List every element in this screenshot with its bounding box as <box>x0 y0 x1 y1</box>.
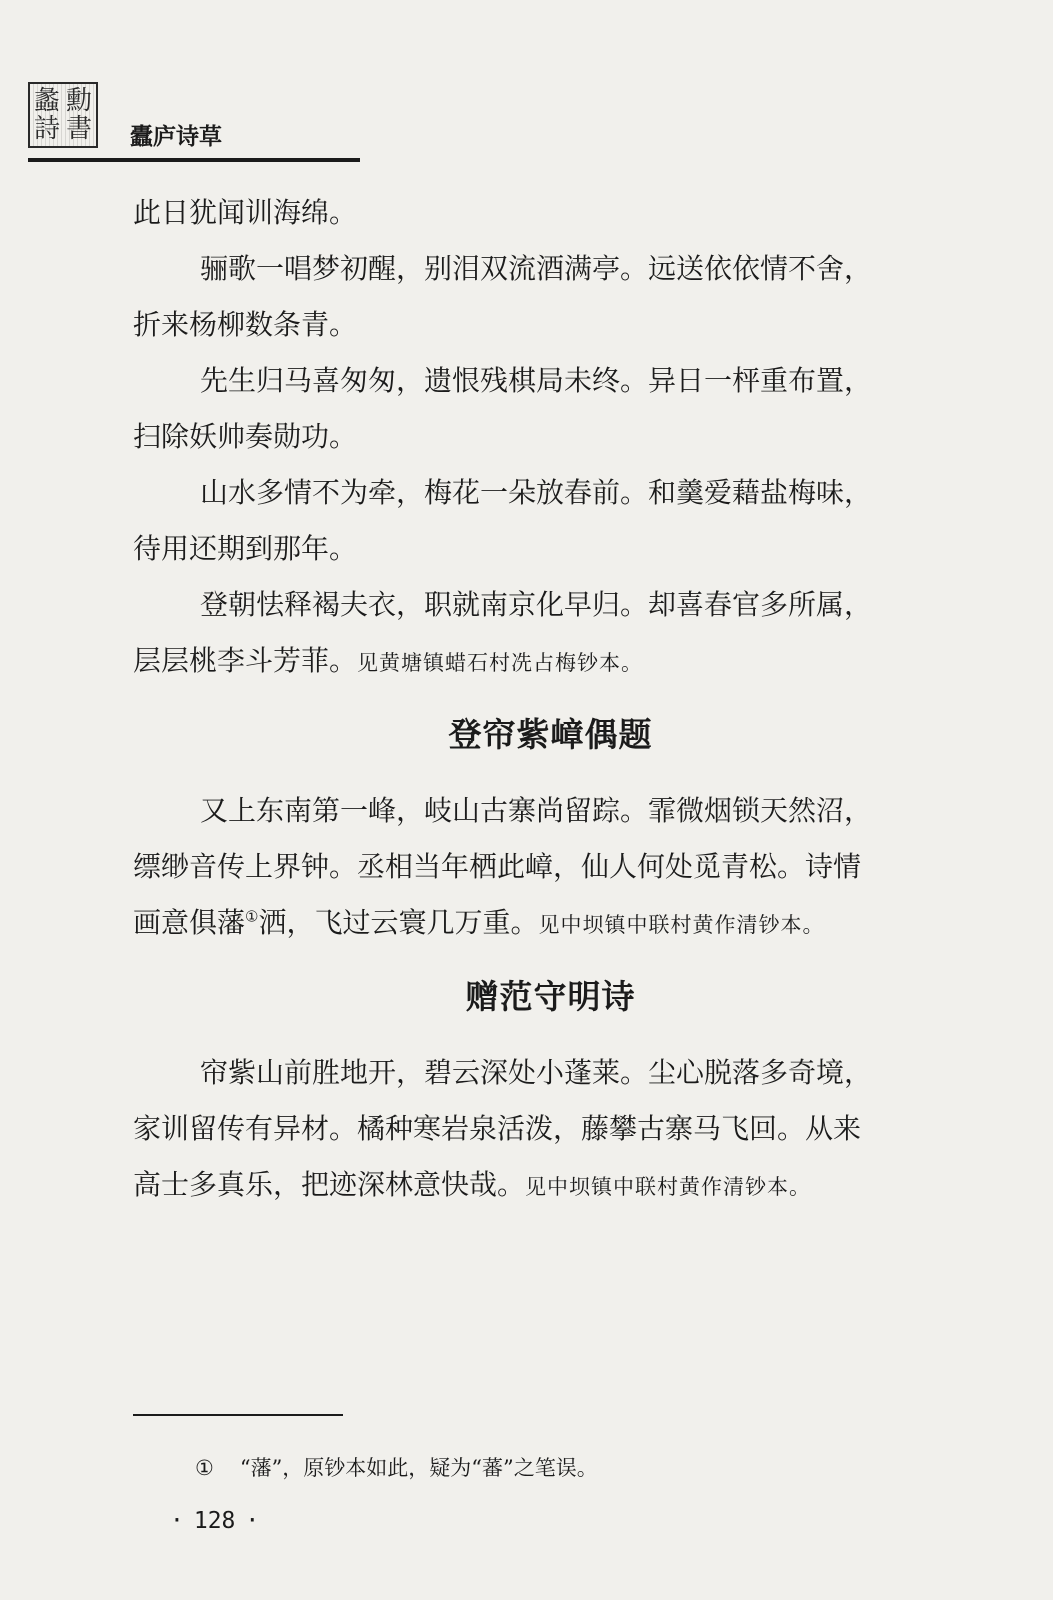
seal-logo <box>28 82 98 148</box>
header-rule <box>28 158 360 162</box>
poem-text: 洒，飞过云寰几万重。 <box>258 906 539 939</box>
source-note: 见中坝镇中联村黄作清钞本。 <box>538 913 825 937</box>
source-note: 见黄塘镇蜡石村冼占梅钞本。 <box>357 651 644 675</box>
poem-line <box>133 633 968 689</box>
poem-text: 层层桃李斗芳菲。 <box>133 644 358 677</box>
page-body <box>133 185 968 1213</box>
poem-title: 登帘紫嶂偶题 <box>448 715 653 754</box>
poem-text: 高士多真乐，把迹深林意快哉。 <box>133 1168 526 1201</box>
page-number-dot: · <box>170 1508 184 1534</box>
footnote-mark: ① <box>195 1456 214 1480</box>
page-number-dot: · <box>245 1508 260 1534</box>
poem-line: 又上东南第一峰，岐山古寨尚留踪。霏微烟锁天然沼， <box>200 794 873 827</box>
source-note: 见中坝镇中联村黄作清钞本。 <box>525 1175 812 1199</box>
seal-glyph: 勳 <box>65 86 92 116</box>
seal-glyph: 詩 <box>33 114 60 144</box>
poem-line: 家训留传有异材。橘种寒岩泉活泼，藤攀古寨马飞回。从来 <box>133 1112 862 1145</box>
page-number-value: 128 <box>193 1508 236 1534</box>
poem-line: 先生归马喜匆匆，遗恨残棋局未终。异日一枰重布置， <box>200 364 873 397</box>
poem-line <box>133 895 968 951</box>
poem-line: 扫除妖帅奏勋功。 <box>133 420 358 453</box>
footnote <box>195 1452 598 1482</box>
poem-line <box>133 1157 968 1213</box>
seal-glyph: 書 <box>65 114 92 144</box>
poem-line: 山水多情不为牵，梅花一朵放春前。和羹爱藉盐梅味， <box>200 476 873 509</box>
poem-line: 待用还期到那年。 <box>133 532 358 565</box>
poem-text: 画意俱藩 <box>133 906 246 939</box>
poem-line: 此日犹闻训海绵。 <box>133 196 358 229</box>
poem-line: 帘紫山前胜地开，碧云深处小蓬莱。尘心脱落多奇境， <box>200 1056 873 1089</box>
page-number <box>160 1508 269 1534</box>
poem-title: 赠范守明诗 <box>465 977 636 1016</box>
footnote-ref[interactable]: ① <box>245 907 259 926</box>
running-title: 蠹庐诗草 <box>130 124 222 150</box>
poem-line: 缥缈音传上界钟。丞相当年栖此嶂，仙人何处觅青松。诗情 <box>133 850 862 883</box>
poem-line: 折来杨柳数条青。 <box>133 308 358 341</box>
footnote-text: “藩”，原钞本如此，疑为“蕃”之笔误。 <box>239 1456 598 1480</box>
footnote-rule <box>133 1414 343 1416</box>
poem-line: 登朝怯释褐夫衣，职就南京化早归。却喜春官多所属， <box>200 588 873 621</box>
poem-line: 骊歌一唱梦初醒，别泪双流酒满亭。远送依依情不舍， <box>200 252 873 285</box>
seal-glyph: 蠡 <box>33 86 60 116</box>
